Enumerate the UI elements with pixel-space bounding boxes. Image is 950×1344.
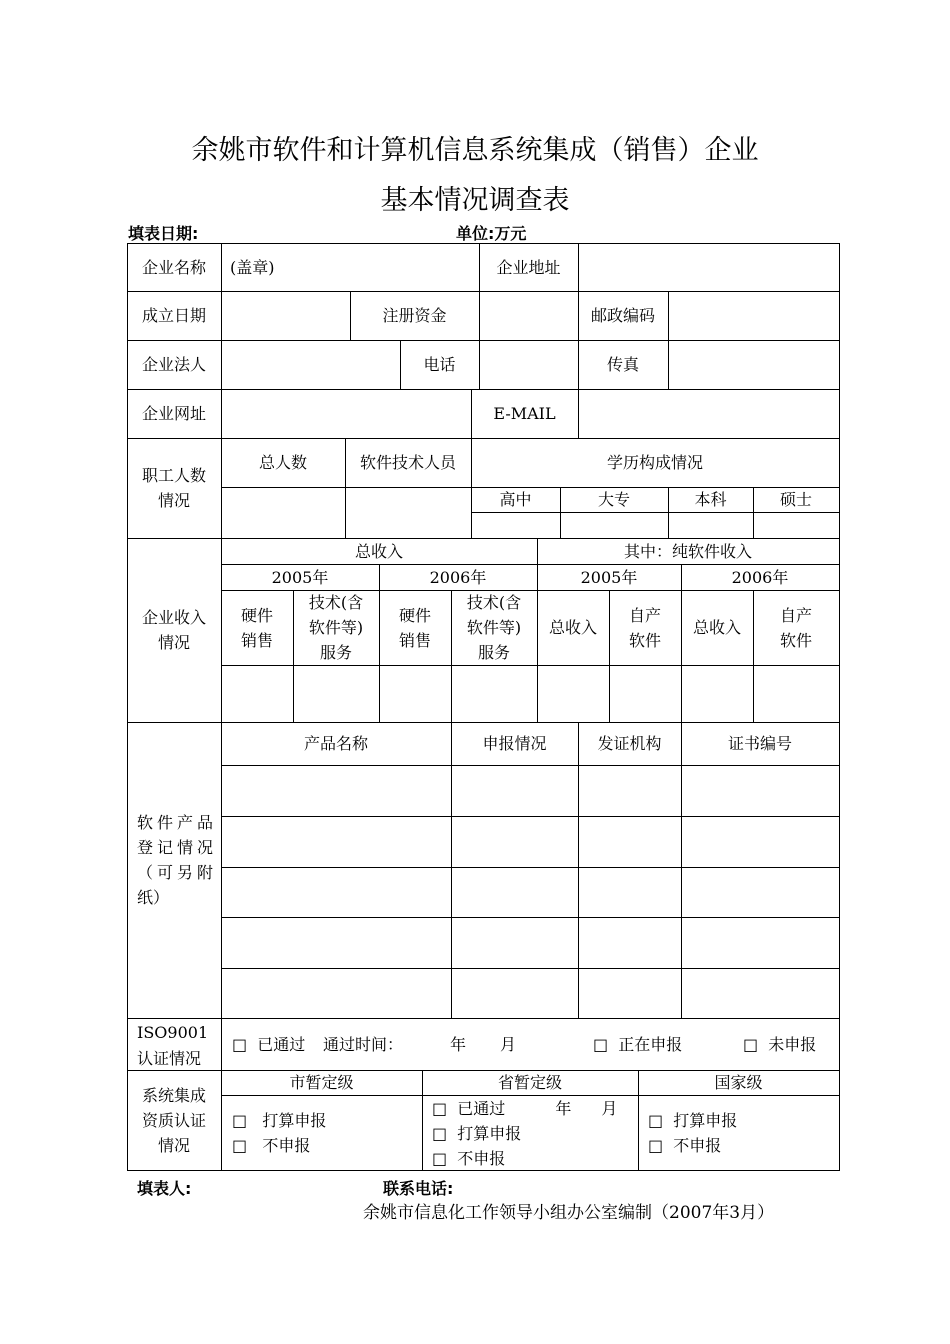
- software-year-2005: 2005年: [580, 567, 638, 587]
- checkbox-icon[interactable]: □: [432, 1124, 448, 1143]
- edu-high-school: 高中: [499, 490, 532, 509]
- postcode-label: 邮政编码: [590, 306, 655, 325]
- software-total-2005: 总收入: [548, 618, 597, 637]
- checkbox-icon[interactable]: □: [232, 1136, 248, 1155]
- iso-pass-time-label: 通过时间：: [323, 1034, 404, 1054]
- checkbox-icon[interactable]: □: [648, 1136, 664, 1155]
- title-line-2: 基本情况调查表: [380, 185, 570, 216]
- unit-label: 单位:万元: [456, 224, 527, 243]
- income-label: 企业收入 情况: [141, 608, 206, 652]
- checkbox-icon[interactable]: □: [232, 1111, 248, 1130]
- software-year-2006: 2006年: [731, 567, 789, 587]
- province-no-apply-option[interactable]: □ 不申报: [432, 1149, 506, 1168]
- own-software-2006: 自产 软件: [779, 605, 812, 650]
- checkbox-icon[interactable]: □: [432, 1099, 448, 1118]
- checkbox-icon[interactable]: □: [648, 1111, 664, 1130]
- edu-master: 硕士: [779, 490, 812, 509]
- contact-phone-label: 联系电话:: [383, 1179, 454, 1198]
- email-label: E-MAIL: [493, 404, 556, 423]
- filler-label: 填表人:: [137, 1179, 192, 1198]
- province-level-header: 省暂定级: [497, 1073, 562, 1092]
- income-pure-software-header: 其中：纯软件收入: [623, 541, 752, 561]
- checkbox-icon[interactable]: □: [743, 1034, 759, 1054]
- income-year-2006: 2006年: [429, 567, 487, 587]
- income-year-2005: 2005年: [271, 567, 329, 587]
- national-level-options: [648, 1108, 737, 1158]
- city-no-apply-option[interactable]: □ 不申报: [232, 1136, 311, 1155]
- phone-label: 电话: [423, 355, 456, 374]
- iso-month-label: 月: [500, 1034, 517, 1054]
- iso-year-label: 年: [450, 1034, 467, 1054]
- company-name-label: 企业名称: [141, 257, 206, 277]
- staff-label: 职工人数 情况: [141, 466, 206, 510]
- staff-tech-header: 软件技术人员: [359, 453, 456, 472]
- certificate-number-header: 证书编号: [727, 734, 792, 753]
- staff-total-header: 总人数: [258, 453, 307, 472]
- province-passed-option[interactable]: □ 已通过 年 月: [432, 1099, 618, 1118]
- product-registration-label: 软件产品 登记情况 （可另附 纸）: [137, 813, 213, 907]
- checkbox-icon[interactable]: □: [432, 1149, 448, 1168]
- checkbox-icon[interactable]: □: [232, 1034, 248, 1054]
- hardware-sales-2006: 硬件 销售: [398, 605, 431, 650]
- education-header: 学历构成情况: [606, 453, 703, 472]
- national-no-apply-option[interactable]: □ 不申报: [648, 1136, 722, 1155]
- issuing-agency-header: 发证机构: [597, 734, 662, 753]
- province-plan-option[interactable]: □ 打算申报: [432, 1124, 522, 1143]
- title-line-1: 余姚市软件和计算机信息系统集成（销售）企业: [191, 135, 759, 166]
- company-seal-note: (盖章): [230, 257, 275, 277]
- city-level-header: 市暂定级: [289, 1073, 354, 1092]
- integration-qualification-label: 系统集成 资质认证 情况: [141, 1085, 206, 1155]
- tech-service-2006: 技术(含 软件等) 服务: [466, 593, 522, 662]
- declaration-status-header: 申报情况: [482, 734, 547, 753]
- own-software-2005: 自产 软件: [628, 605, 661, 650]
- city-level-options: [232, 1108, 326, 1158]
- fax-label: 传真: [606, 355, 639, 374]
- iso-passed-option[interactable]: □ 已通过: [232, 1018, 305, 1070]
- tech-service-2005: 技术(含 软件等) 服务: [308, 593, 364, 662]
- website-label: 企业网址: [141, 404, 206, 423]
- founded-date-label: 成立日期: [141, 306, 206, 325]
- edu-bachelor: 本科: [694, 490, 727, 509]
- hardware-sales-2005: 硬件 销售: [240, 605, 273, 650]
- iso-applying-option[interactable]: □ 正在申报: [593, 1018, 682, 1070]
- city-plan-option[interactable]: □ 打算申报: [232, 1111, 327, 1130]
- iso-not-applied-option[interactable]: □ 未申报: [743, 1018, 816, 1070]
- compiled-by-note: 余姚市信息化工作领导小组办公室编制（2007年3月）: [363, 1203, 775, 1223]
- income-total-header: 总收入: [354, 541, 403, 561]
- iso9001-label: ISO9001 认证情况: [137, 1023, 209, 1068]
- province-level-options: [432, 1096, 617, 1171]
- company-address-label: 企业地址: [496, 257, 561, 277]
- checkbox-icon[interactable]: □: [593, 1034, 609, 1054]
- software-total-2006: 总收入: [692, 618, 741, 637]
- registered-capital-label: 注册资金: [382, 306, 447, 325]
- legal-person-label: 企业法人: [141, 355, 206, 374]
- product-name-header: 产品名称: [303, 734, 368, 753]
- national-level-header: 国家级: [714, 1073, 763, 1092]
- fill-date-label: 填表日期:: [128, 224, 199, 243]
- edu-college: 大专: [597, 490, 630, 509]
- national-plan-option[interactable]: □ 打算申报: [648, 1111, 738, 1130]
